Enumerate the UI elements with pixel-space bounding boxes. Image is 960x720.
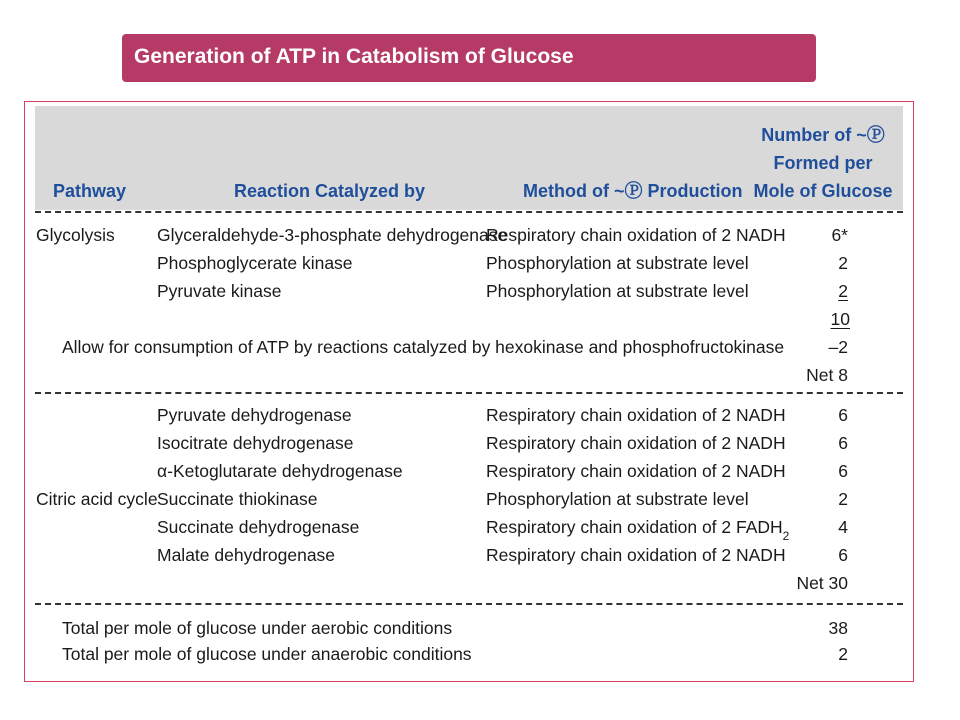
total-anaerobic-value: 2 [838,644,848,664]
number-cell: 6 [838,433,848,453]
method-cell [486,516,789,545]
number-cell: 2 [838,489,848,509]
method-cell: Phosphorylation at substrate level [486,281,749,301]
glycolysis-subtotal: 10 [830,309,850,329]
total-anaerobic-label: Total per mole of glucose under anaerobic conditions [62,644,472,664]
pathway-citric-acid-cycle: Citric acid cycle [36,489,158,509]
method-cell: Respiratory chain oxidation of 2 NADH [486,225,786,245]
number-cell: 6 [838,405,848,425]
reaction-cell: Malate dehydrogenase [157,545,336,565]
pathway-glycolysis: Glycolysis [36,225,115,245]
header-reaction: Reaction Catalyzed by [234,181,426,201]
method-cell: Phosphorylation at substrate level [486,253,749,273]
reaction-cell: Pyruvate kinase [157,281,282,301]
header-number-line1: Number of ~Ⓟ [761,125,885,145]
reaction-cell: Isocitrate dehydrogenase [157,433,354,453]
reaction-cell: Succinate thiokinase [157,489,318,509]
number-cell: 2 [838,253,848,273]
reaction-cell: α-Ketoglutarate dehydrogenase [157,461,403,481]
method-text: Respiratory chain oxidation of 2 FADH [486,517,783,537]
allowance-value: –2 [828,337,848,357]
reaction-cell: Pyruvate dehydrogenase [157,405,352,425]
glycolysis-net: Net 8 [806,365,848,385]
reaction-cell: Succinate dehydrogenase [157,517,360,537]
number-cell: 6 [838,461,848,481]
method-cell: Respiratory chain oxidation of 2 NADH [486,461,786,481]
reaction-cell: Phosphoglycerate kinase [157,253,353,273]
method-cell: Respiratory chain oxidation of 2 NADH [486,433,786,453]
total-aerobic-value: 38 [828,618,848,638]
header-number-line2: Formed per [773,153,873,173]
number-cell: 6* [831,225,848,245]
header-method: Method of ~Ⓟ Production [523,181,743,201]
method-cell: Phosphorylation at substrate level [486,489,749,509]
title-banner [122,34,816,82]
divider [35,211,903,213]
page-title: Generation of ATP in Catabolism of Glucose [134,45,574,68]
total-aerobic-label: Total per mole of glucose under aerobic conditions [62,618,453,638]
number-cell: 6 [838,545,848,565]
number-cell: 2 [838,281,848,301]
header-pathway: Pathway [53,181,127,201]
header-number-line3: Mole of Glucose [753,181,893,201]
method-cell: Respiratory chain oxidation of 2 NADH [486,545,786,565]
citric-net: Net 30 [796,573,848,593]
number-cell: 4 [838,517,848,537]
divider [35,392,903,394]
method-cell: Respiratory chain oxidation of 2 NADH [486,405,786,425]
method-subscript: 2 [782,528,790,543]
divider [35,603,903,605]
allowance-text: Allow for consumption of ATP by reactions catalyzed by hexokinase and phosphofructokinase [62,337,785,357]
reaction-cell: Glyceraldehyde-3-phosphate dehydrogenase [157,225,508,245]
